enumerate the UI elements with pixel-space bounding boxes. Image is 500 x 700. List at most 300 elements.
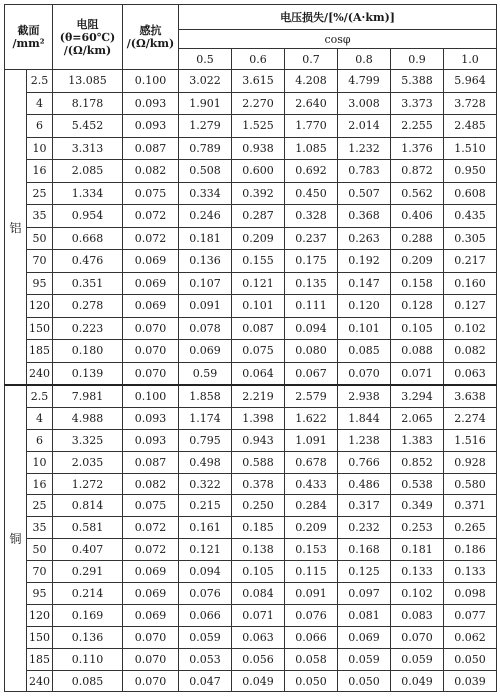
voltage-loss-cell: 0.069	[338, 626, 391, 648]
voltage-loss-cell: 0.133	[391, 561, 444, 583]
reactance-cell: 0.075	[123, 182, 179, 205]
voltage-loss-cell: 0.120	[338, 295, 391, 318]
power-factor-cell: 0.6	[232, 49, 285, 70]
voltage-loss-cell: 0.950	[444, 160, 497, 183]
resistance-cell: 0.476	[53, 250, 123, 273]
voltage-loss-cell: 0.209	[285, 517, 338, 539]
voltage-loss-cell: 0.062	[444, 626, 497, 648]
voltage-loss-cell: 0.082	[444, 340, 497, 363]
voltage-loss-cell: 0.076	[285, 604, 338, 626]
voltage-loss-cell: 0.852	[391, 451, 444, 473]
section-cell: 4	[27, 92, 53, 115]
reactance-cell: 0.072	[123, 539, 179, 561]
voltage-loss-cell: 1.376	[391, 137, 444, 160]
voltage-loss-cell: 0.795	[179, 429, 232, 451]
voltage-loss-cell: 0.192	[338, 250, 391, 273]
voltage-loss-cell: 1.091	[285, 429, 338, 451]
voltage-loss-cell: 0.265	[444, 517, 497, 539]
voltage-loss-cell: 0.186	[444, 539, 497, 561]
voltage-loss-cell: 0.098	[444, 583, 497, 605]
voltage-loss-cell: 0.153	[285, 539, 338, 561]
resistance-cell: 0.223	[53, 317, 123, 340]
voltage-loss-cell: 0.087	[232, 317, 285, 340]
section-cell: 95	[27, 583, 53, 605]
voltage-loss-cell: 0.486	[338, 473, 391, 495]
voltage-loss-cell: 0.094	[179, 561, 232, 583]
voltage-loss-cell: 1.279	[179, 115, 232, 138]
voltage-loss-cell: 0.059	[338, 648, 391, 670]
voltage-loss-cell: 4.799	[338, 70, 391, 93]
table-row	[5, 604, 497, 626]
reactance-header	[123, 5, 179, 70]
table-row	[5, 160, 497, 183]
voltage-loss-cell: 0.155	[232, 250, 285, 273]
voltage-loss-cell: 0.056	[232, 648, 285, 670]
section-cell: 150	[27, 626, 53, 648]
section-cell: 70	[27, 561, 53, 583]
resistance-cell: 1.272	[53, 473, 123, 495]
resistance-cell: 3.325	[53, 429, 123, 451]
voltage-loss-cell: 1.398	[232, 407, 285, 429]
reactance-cell: 0.072	[123, 517, 179, 539]
reactance-cell: 0.072	[123, 205, 179, 228]
resistance-header-line3: /(Ω/km)	[63, 43, 112, 57]
voltage-loss-cell: 1.510	[444, 137, 497, 160]
reactance-cell: 0.087	[123, 137, 179, 160]
resistance-header-line1: 电阻	[76, 17, 99, 31]
resistance-cell: 0.139	[53, 362, 123, 385]
reactance-header-line1: 感抗	[139, 24, 162, 37]
resistance-cell: 2.035	[53, 451, 123, 473]
voltage-loss-cell: 3.615	[232, 70, 285, 93]
voltage-loss-cell: 2.485	[444, 115, 497, 138]
voltage-loss-cell: 3.638	[444, 385, 497, 407]
voltage-loss-table	[4, 4, 497, 692]
resistance-cell: 4.988	[53, 407, 123, 429]
section-header-line1: 截面	[17, 24, 40, 37]
voltage-loss-cell: 0.161	[179, 517, 232, 539]
reactance-cell: 0.069	[123, 272, 179, 295]
reactance-cell: 0.093	[123, 429, 179, 451]
resistance-cell: 0.581	[53, 517, 123, 539]
voltage-loss-cell: 0.133	[444, 561, 497, 583]
resistance-cell: 0.169	[53, 604, 123, 626]
table-row	[5, 272, 497, 295]
reactance-cell: 0.093	[123, 92, 179, 115]
voltage-loss-cell: 0.101	[232, 295, 285, 318]
voltage-loss-cell: 0.094	[285, 317, 338, 340]
material-label: 铝	[5, 70, 27, 386]
voltage-loss-cell: 0.450	[285, 182, 338, 205]
section-cell: 70	[27, 250, 53, 273]
voltage-loss-cell: 0.209	[232, 227, 285, 250]
voltage-loss-cell: 0.371	[444, 495, 497, 517]
table-row	[5, 407, 497, 429]
table-row	[5, 495, 497, 517]
section-cell: 95	[27, 272, 53, 295]
section-cell: 50	[27, 227, 53, 250]
voltage-loss-cell: 0.263	[338, 227, 391, 250]
voltage-loss-cell: 1.238	[338, 429, 391, 451]
voltage-loss-cell: 0.115	[285, 561, 338, 583]
voltage-loss-cell: 5.964	[444, 70, 497, 93]
voltage-loss-cell: 2.938	[338, 385, 391, 407]
voltage-loss-cell: 1.383	[391, 429, 444, 451]
section-cell: 10	[27, 451, 53, 473]
table-row	[5, 385, 497, 407]
voltage-loss-cell: 0.083	[391, 604, 444, 626]
voltage-loss-cell: 0.232	[338, 517, 391, 539]
voltage-loss-cell: 0.789	[179, 137, 232, 160]
voltage-loss-cell: 0.091	[285, 583, 338, 605]
voltage-loss-cell: 0.872	[391, 160, 444, 183]
voltage-loss-table-sheet	[4, 4, 496, 696]
voltage-loss-cell: 0.160	[444, 272, 497, 295]
voltage-loss-cell: 0.127	[444, 295, 497, 318]
voltage-loss-cell: 3.728	[444, 92, 497, 115]
voltage-loss-cell: 1.901	[179, 92, 232, 115]
voltage-loss-cell: 3.008	[338, 92, 391, 115]
table-row	[5, 317, 497, 340]
voltage-loss-cell: 0.102	[444, 317, 497, 340]
voltage-loss-cell: 0.392	[232, 182, 285, 205]
resistance-cell: 8.178	[53, 92, 123, 115]
reactance-cell: 0.069	[123, 250, 179, 273]
reactance-cell: 0.070	[123, 648, 179, 670]
voltage-loss-cell: 0.237	[285, 227, 338, 250]
table-row	[5, 451, 497, 473]
voltage-loss-cell: 0.217	[444, 250, 497, 273]
section-cell: 10	[27, 137, 53, 160]
voltage-loss-cell: 2.065	[391, 407, 444, 429]
reactance-cell: 0.070	[123, 340, 179, 363]
resistance-cell: 13.085	[53, 70, 123, 93]
voltage-loss-cell: 0.588	[232, 451, 285, 473]
voltage-loss-cell: 3.022	[179, 70, 232, 93]
voltage-loss-cell: 0.077	[444, 604, 497, 626]
voltage-loss-cell: 0.562	[391, 182, 444, 205]
section-cell: 2.5	[27, 385, 53, 407]
voltage-loss-cell: 0.766	[338, 451, 391, 473]
reactance-cell: 0.100	[123, 70, 179, 93]
voltage-loss-cell: 0.135	[285, 272, 338, 295]
voltage-loss-cell: 1.858	[179, 385, 232, 407]
resistance-cell: 0.110	[53, 648, 123, 670]
voltage-loss-cell: 0.080	[285, 340, 338, 363]
voltage-loss-cell: 2.270	[232, 92, 285, 115]
voltage-loss-cell: 0.378	[232, 473, 285, 495]
power-factor-cell: 0.5	[179, 49, 232, 70]
section-cell: 120	[27, 295, 53, 318]
voltage-loss-cell: 0.066	[179, 604, 232, 626]
voltage-loss-cell: 0.088	[391, 340, 444, 363]
resistance-cell: 0.407	[53, 539, 123, 561]
voltage-loss-cell: 0.175	[285, 250, 338, 273]
section-cell: 25	[27, 495, 53, 517]
voltage-loss-cell: 0.121	[179, 539, 232, 561]
voltage-loss-cell: 0.105	[232, 561, 285, 583]
voltage-loss-cell: 0.107	[179, 272, 232, 295]
voltage-loss-cell: 0.121	[232, 272, 285, 295]
voltage-loss-cell: 0.059	[179, 626, 232, 648]
voltage-loss-cell: 0.081	[338, 604, 391, 626]
voltage-loss-cell: 0.253	[391, 517, 444, 539]
voltage-loss-cell: 0.084	[232, 583, 285, 605]
voltage-loss-cell: 0.105	[391, 317, 444, 340]
voltage-loss-cell: 0.071	[232, 604, 285, 626]
voltage-loss-cell: 0.938	[232, 137, 285, 160]
resistance-cell: 1.334	[53, 182, 123, 205]
section-cell: 50	[27, 539, 53, 561]
power-factor-cell: 0.7	[285, 49, 338, 70]
voltage-loss-cell: 0.091	[179, 295, 232, 318]
table-row	[5, 182, 497, 205]
voltage-loss-cell: 0.246	[179, 205, 232, 228]
table-row	[5, 648, 497, 670]
voltage-loss-cell: 0.181	[391, 539, 444, 561]
table-row	[5, 205, 497, 228]
resistance-cell: 0.180	[53, 340, 123, 363]
voltage-loss-cell: 0.101	[338, 317, 391, 340]
voltage-loss-cell: 0.102	[391, 583, 444, 605]
section-cell: 25	[27, 182, 53, 205]
section-cell: 6	[27, 429, 53, 451]
voltage-loss-cell: 0.943	[232, 429, 285, 451]
voltage-loss-cell: 0.168	[338, 539, 391, 561]
voltage-loss-cell: 0.508	[179, 160, 232, 183]
table-header	[5, 5, 497, 70]
reactance-cell: 0.069	[123, 583, 179, 605]
voltage-loss-cell: 0.328	[285, 205, 338, 228]
resistance-cell: 3.313	[53, 137, 123, 160]
resistance-cell: 0.278	[53, 295, 123, 318]
voltage-loss-cell: 0.250	[232, 495, 285, 517]
section-cell: 240	[27, 362, 53, 385]
voltage-loss-cell: 1.770	[285, 115, 338, 138]
reactance-cell: 0.070	[123, 670, 179, 692]
table-row	[5, 429, 497, 451]
voltage-loss-cell: 0.538	[391, 473, 444, 495]
voltage-loss-cell: 1.085	[285, 137, 338, 160]
voltage-loss-cell: 0.063	[444, 362, 497, 385]
voltage-loss-cell: 0.064	[232, 362, 285, 385]
voltage-loss-cell: 0.075	[232, 340, 285, 363]
voltage-loss-cell: 2.640	[285, 92, 338, 115]
voltage-loss-cell: 0.049	[391, 670, 444, 692]
voltage-loss-cell: 0.047	[179, 670, 232, 692]
voltage-loss-cell: 0.066	[285, 626, 338, 648]
reactance-cell: 0.070	[123, 362, 179, 385]
voltage-loss-cell: 0.063	[232, 626, 285, 648]
voltage-loss-cell: 2.219	[232, 385, 285, 407]
reactance-cell: 0.069	[123, 604, 179, 626]
resistance-cell: 0.291	[53, 561, 123, 583]
voltage-loss-cell: 1.232	[338, 137, 391, 160]
section-cell: 185	[27, 340, 53, 363]
reactance-cell: 0.069	[123, 295, 179, 318]
voltage-loss-cell: 0.322	[179, 473, 232, 495]
voltage-loss-cell: 0.608	[444, 182, 497, 205]
table-row	[5, 250, 497, 273]
voltage-loss-cell: 1.622	[285, 407, 338, 429]
table-row	[5, 115, 497, 138]
voltage-loss-cell: 0.058	[285, 648, 338, 670]
voltage-loss-cell: 0.928	[444, 451, 497, 473]
table-row	[5, 473, 497, 495]
section-cell: 4	[27, 407, 53, 429]
voltage-loss-cell: 0.071	[391, 362, 444, 385]
table-row	[5, 227, 497, 250]
table-body	[5, 70, 497, 692]
table-row	[5, 362, 497, 385]
voltage-loss-cell: 0.287	[232, 205, 285, 228]
reactance-cell: 0.075	[123, 495, 179, 517]
section-cell: 240	[27, 670, 53, 692]
section-cell: 185	[27, 648, 53, 670]
resistance-header	[53, 5, 123, 70]
voltage-loss-cell: 0.305	[444, 227, 497, 250]
voltage-loss-cell: 0.050	[338, 670, 391, 692]
reactance-cell: 0.087	[123, 451, 179, 473]
voltage-loss-cell: 2.255	[391, 115, 444, 138]
voltage-loss-cell: 0.049	[232, 670, 285, 692]
table-row	[5, 670, 497, 692]
reactance-header-line2: /(Ω/km)	[126, 37, 175, 50]
voltage-loss-cell: 0.349	[391, 495, 444, 517]
voltage-loss-cell: 3.294	[391, 385, 444, 407]
voltage-loss-cell: 0.076	[179, 583, 232, 605]
voltage-loss-cell: 0.185	[232, 517, 285, 539]
voltage-loss-cell: 1.516	[444, 429, 497, 451]
voltage-loss-cell: 0.59	[179, 362, 232, 385]
table-row	[5, 517, 497, 539]
voltage-loss-cell: 0.059	[391, 648, 444, 670]
section-cell: 2.5	[27, 70, 53, 93]
voltage-loss-cell: 1.174	[179, 407, 232, 429]
voltage-loss-cell: 3.373	[391, 92, 444, 115]
voltage-loss-cell: 2.014	[338, 115, 391, 138]
resistance-cell: 2.085	[53, 160, 123, 183]
voltage-loss-cell: 0.136	[179, 250, 232, 273]
voltage-loss-cell: 0.406	[391, 205, 444, 228]
voltage-loss-cell: 0.069	[179, 340, 232, 363]
voltage-loss-cell: 0.138	[232, 539, 285, 561]
reactance-cell: 0.100	[123, 385, 179, 407]
reactance-cell: 0.070	[123, 626, 179, 648]
reactance-cell: 0.093	[123, 115, 179, 138]
voltage-loss-cell: 0.600	[232, 160, 285, 183]
power-factor-cell: 0.9	[391, 49, 444, 70]
voltage-loss-cell: 0.284	[285, 495, 338, 517]
voltage-loss-cell: 0.067	[285, 362, 338, 385]
resistance-cell: 5.452	[53, 115, 123, 138]
voltage-loss-cell: 0.125	[338, 561, 391, 583]
resistance-cell: 0.954	[53, 205, 123, 228]
section-cell: 120	[27, 604, 53, 626]
table-row	[5, 137, 497, 160]
resistance-header-line2: (θ=60℃)	[59, 30, 116, 44]
section-header-line2: /mm²	[12, 37, 45, 50]
voltage-loss-cell: 0.678	[285, 451, 338, 473]
voltage-loss-cell: 0.334	[179, 182, 232, 205]
voltage-loss-cell: 2.274	[444, 407, 497, 429]
reactance-cell: 0.070	[123, 317, 179, 340]
voltage-loss-cell: 0.317	[338, 495, 391, 517]
reactance-cell: 0.093	[123, 407, 179, 429]
cos-phi-header: cosφ	[179, 30, 497, 49]
voltage-loss-cell: 0.070	[391, 626, 444, 648]
voltage-loss-cell: 2.579	[285, 385, 338, 407]
voltage-loss-cell: 0.050	[285, 670, 338, 692]
voltage-loss-cell: 0.050	[444, 648, 497, 670]
section-cell: 150	[27, 317, 53, 340]
voltage-loss-cell: 0.783	[338, 160, 391, 183]
reactance-cell: 0.082	[123, 473, 179, 495]
voltage-loss-cell: 0.070	[338, 362, 391, 385]
reactance-cell: 0.069	[123, 561, 179, 583]
voltage-loss-cell: 1.525	[232, 115, 285, 138]
table-row	[5, 340, 497, 363]
section-header	[5, 5, 53, 70]
material-label: 铜	[5, 385, 27, 692]
resistance-cell: 0.136	[53, 626, 123, 648]
voltage-loss-cell: 0.692	[285, 160, 338, 183]
table-row	[5, 626, 497, 648]
table-row	[5, 583, 497, 605]
voltage-loss-cell: 0.097	[338, 583, 391, 605]
power-factor-cell: 0.8	[338, 49, 391, 70]
resistance-cell: 0.085	[53, 670, 123, 692]
voltage-loss-cell: 0.039	[444, 670, 497, 692]
voltage-loss-cell: 0.158	[391, 272, 444, 295]
voltage-loss-cell: 0.128	[391, 295, 444, 318]
voltage-loss-cell: 0.580	[444, 473, 497, 495]
reactance-cell: 0.082	[123, 160, 179, 183]
voltage-loss-cell: 1.844	[338, 407, 391, 429]
voltage-loss-cell: 4.208	[285, 70, 338, 93]
section-cell: 16	[27, 473, 53, 495]
voltage-loss-cell: 0.498	[179, 451, 232, 473]
table-row	[5, 92, 497, 115]
voltage-loss-cell: 0.147	[338, 272, 391, 295]
section-cell: 35	[27, 205, 53, 228]
voltage-loss-cell: 0.368	[338, 205, 391, 228]
section-cell: 6	[27, 115, 53, 138]
voltage-loss-cell: 0.209	[391, 250, 444, 273]
resistance-cell: 0.214	[53, 583, 123, 605]
table-row	[5, 539, 497, 561]
resistance-cell: 0.814	[53, 495, 123, 517]
voltage-loss-cell: 0.181	[179, 227, 232, 250]
voltage-loss-cell: 0.085	[338, 340, 391, 363]
voltage-loss-header: 电压损失/[%/(A·km)]	[179, 5, 497, 30]
voltage-loss-cell: 0.288	[391, 227, 444, 250]
voltage-loss-cell: 5.388	[391, 70, 444, 93]
table-row	[5, 70, 497, 93]
voltage-loss-cell: 0.053	[179, 648, 232, 670]
reactance-cell: 0.072	[123, 227, 179, 250]
voltage-loss-cell: 0.078	[179, 317, 232, 340]
resistance-cell: 0.351	[53, 272, 123, 295]
resistance-cell: 0.668	[53, 227, 123, 250]
voltage-loss-cell: 0.435	[444, 205, 497, 228]
table-row	[5, 561, 497, 583]
voltage-loss-cell: 0.433	[285, 473, 338, 495]
resistance-cell: 7.981	[53, 385, 123, 407]
voltage-loss-cell: 0.507	[338, 182, 391, 205]
section-cell: 35	[27, 517, 53, 539]
voltage-loss-cell: 0.215	[179, 495, 232, 517]
